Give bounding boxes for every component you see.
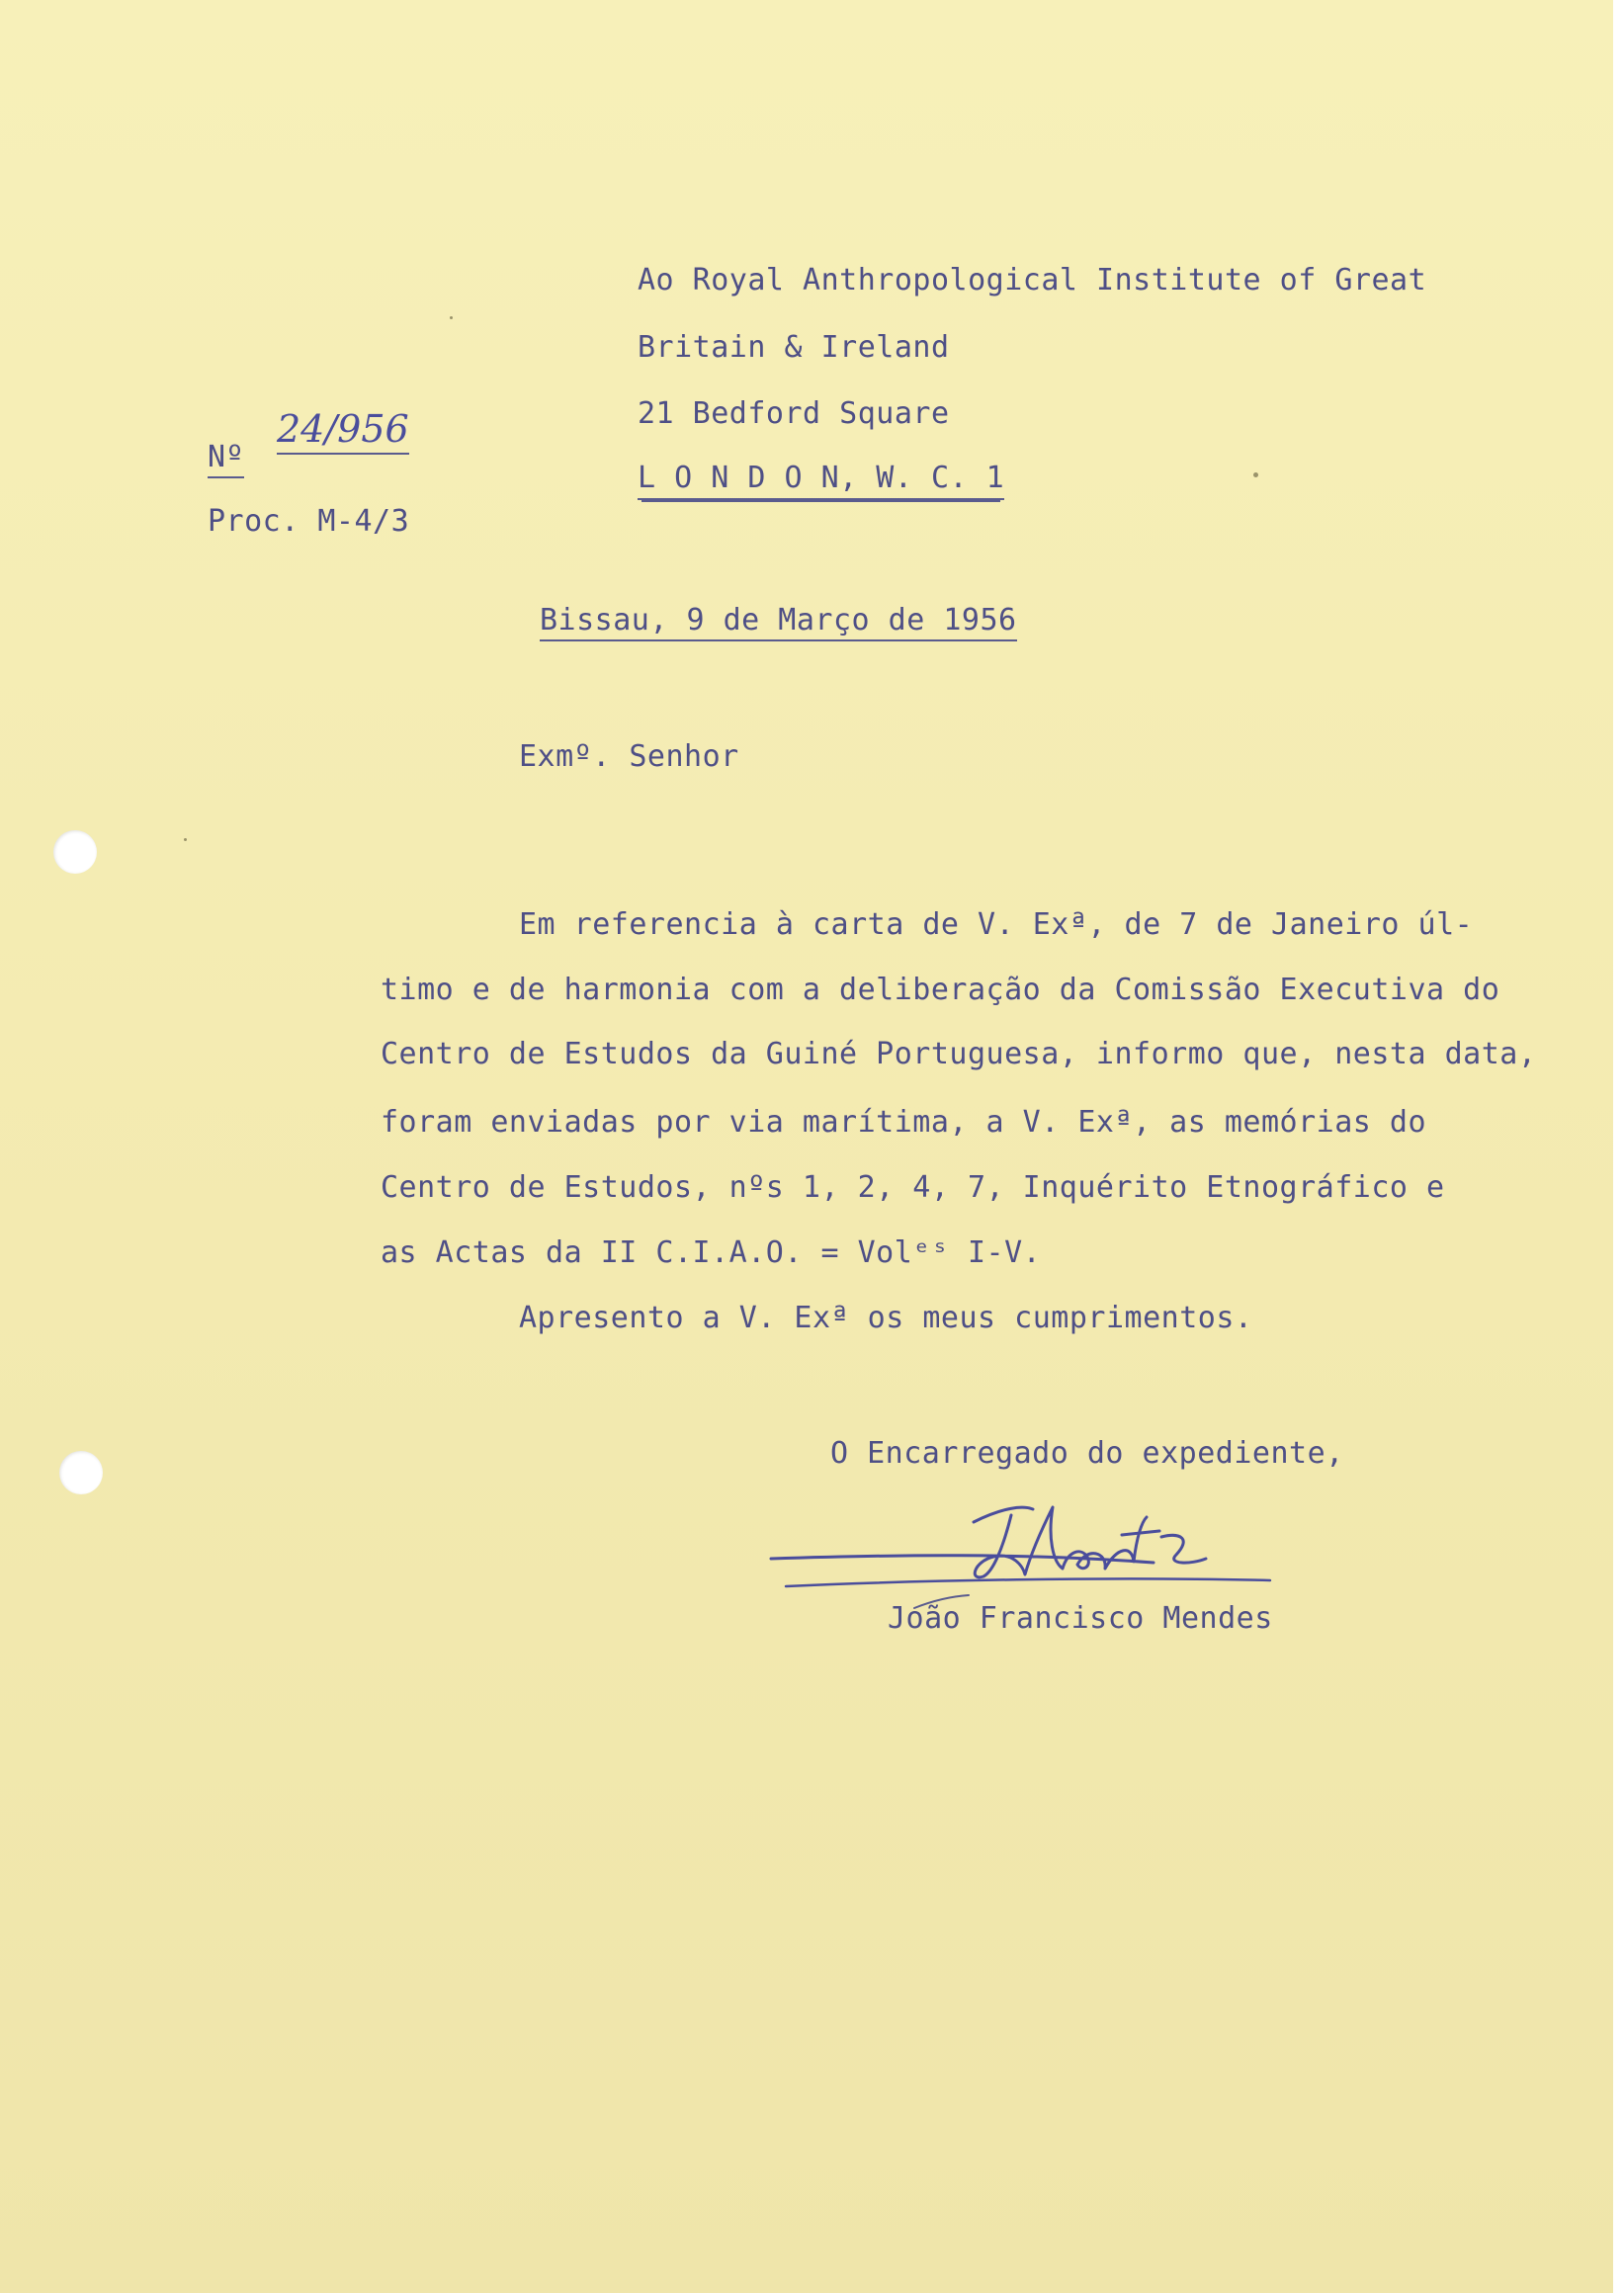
scan-edge — [1613, 0, 1624, 2293]
punch-hole-bottom — [59, 1451, 103, 1494]
signature-title: O Encarregado do expediente, — [830, 1436, 1344, 1471]
addressee-line-1: Ao Royal Anthropological Institute of Great — [638, 263, 1427, 297]
reference-number — [277, 407, 409, 451]
reference-label — [208, 440, 244, 474]
paper-speck — [184, 838, 187, 841]
punch-hole-top — [53, 830, 97, 874]
date-line — [540, 603, 1017, 637]
salutation: Exmº. Senhor — [519, 739, 739, 774]
signatory-name: João Francisco Mendes — [888, 1601, 1273, 1636]
addressee-city: L O N D O N, W. C. 1 — [638, 461, 1004, 500]
body-line-6: as Actas da II C.I.A.O. = Volᵉˢ I-V. — [381, 1235, 1042, 1270]
body-line-4: foram enviadas por via marítima, a V. Exª, as memórias do — [381, 1105, 1427, 1140]
paper-speck — [1253, 472, 1258, 477]
addressee-line-4 — [638, 461, 1004, 500]
date-text: Bissau, 9 de Março de 1956 — [540, 603, 1017, 641]
signature-stroke — [771, 1507, 1206, 1577]
addressee-line-3: 21 Bedford Square — [638, 396, 950, 431]
body-line-3: Centro de Estudos da Guiné Portuguesa, informo que, nesta data, — [381, 1037, 1537, 1071]
addressee-line-2: Britain & Ireland — [638, 330, 950, 365]
signature-underline — [786, 1578, 1270, 1586]
body-line-2: timo e de harmonia com a deliberação da Comissão Executiva do — [381, 973, 1500, 1007]
paper-speck — [450, 316, 453, 319]
reference-number-text: 24/956 — [277, 407, 409, 455]
body-line-1: Em referencia à carta de V. Exª, de 7 de Janeiro úl- — [519, 907, 1474, 942]
body-line-5: Centro de Estudos, nºs 1, 2, 4, 7, Inquérito Etnográfico e — [381, 1170, 1445, 1205]
process-number: Proc. M-4/3 — [208, 504, 410, 539]
closing-line: Apresento a V. Exª os meus cumprimentos. — [519, 1301, 1253, 1335]
reference-label-text: Nº — [208, 440, 244, 478]
handwritten-signature — [766, 1478, 1280, 1616]
